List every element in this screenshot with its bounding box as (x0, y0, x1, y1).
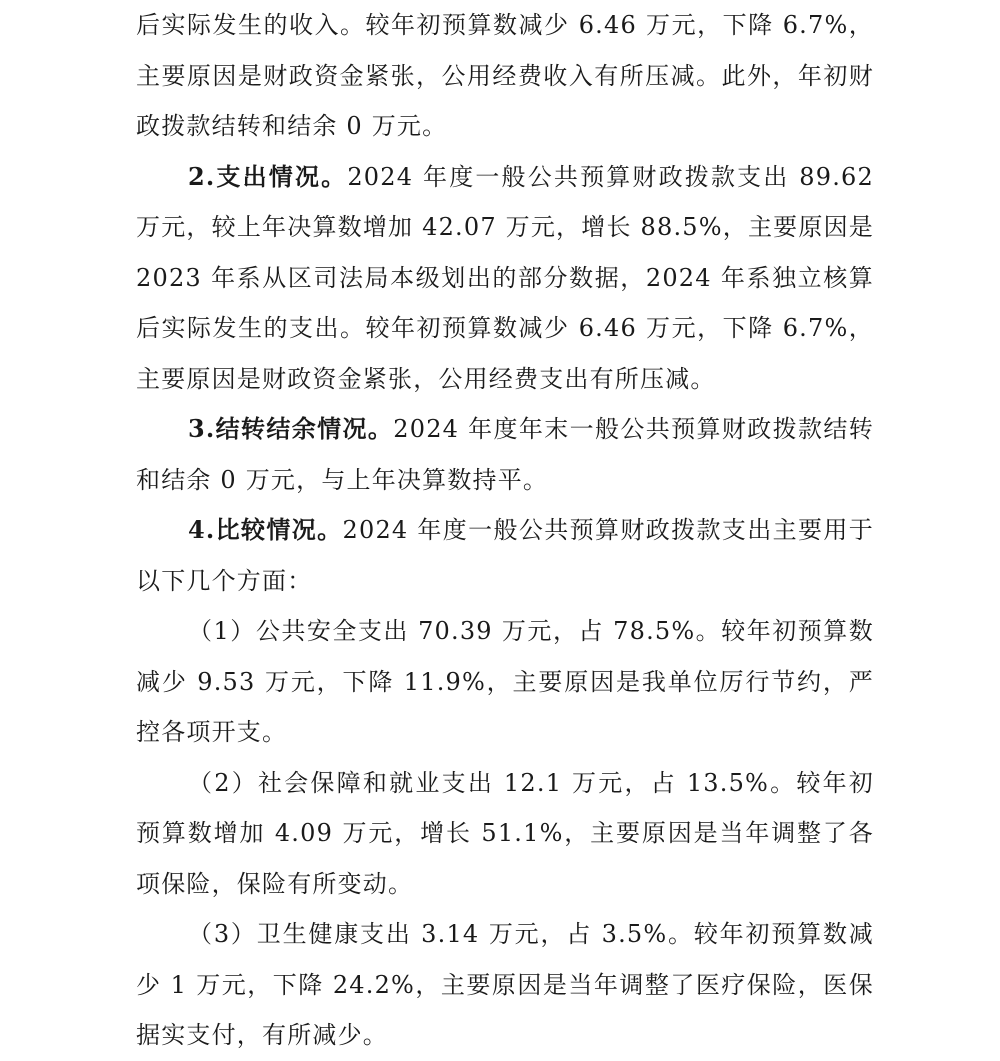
list-item-health (136, 909, 874, 1061)
paragraph-carryover (136, 404, 874, 505)
list-item-social-security (136, 758, 874, 910)
paragraph-text: 2024 年度一般公共预算财政拨款支出 89.62 万元，较上年决算数增加 42.07 万元，增长 88.5%，主要原因是 2023 年系从区司法局本级划出的部分数据，2024 年系独立核算后实际发生的支出。较年初预算数减少 6.46 万元，下降 6.7%，主要原因是财政资金紧张，公用经费支出有所压减。 (136, 162, 874, 393)
document-body (136, 0, 874, 1061)
section-heading: 3.结转结余情况。 (188, 414, 394, 443)
paragraph-expenditure (136, 152, 874, 405)
paragraph-text: （3）卫生健康支出 3.14 万元，占 3.5%。较年初预算数减少 1 万元，下降 24.2%，主要原因是当年调整了医疗保险，医保据实支付，有所减少。 (136, 920, 874, 1049)
paragraph-income-continuation (136, 0, 874, 152)
paragraph-comparison (136, 505, 874, 606)
section-heading: 2.支出情况。 (188, 161, 348, 191)
paragraph-text: 2024 年度年末一般公共预算财政拨款结转和结余 0 万元，与上年决算数持平。 (136, 415, 874, 494)
list-item-public-security (136, 606, 874, 758)
section-heading: 4.比较情况。 (188, 515, 343, 544)
paragraph-text: 2024 年度一般公共预算财政拨款支出主要用于以下几个方面： (136, 516, 874, 595)
paragraph-text: 后实际发生的收入。较年初预算数减少 6.46 万元，下降 6.7%，主要原因是财政资金紧张，公用经费收入有所压减。此外，年初财政拨款结转和结余 0 万元。 (136, 11, 874, 140)
paragraph-text: （1）公共安全支出 70.39 万元，占 78.5%。较年初预算数减少 9.53 万元，下降 11.9%，主要原因是我单位厉行节约，严控各项开支。 (136, 617, 874, 746)
paragraph-text: （2）社会保障和就业支出 12.1 万元，占 13.5%。较年初预算数增加 4.09 万元，增长 51.1%，主要原因是当年调整了各项保险，保险有所变动。 (136, 768, 874, 898)
